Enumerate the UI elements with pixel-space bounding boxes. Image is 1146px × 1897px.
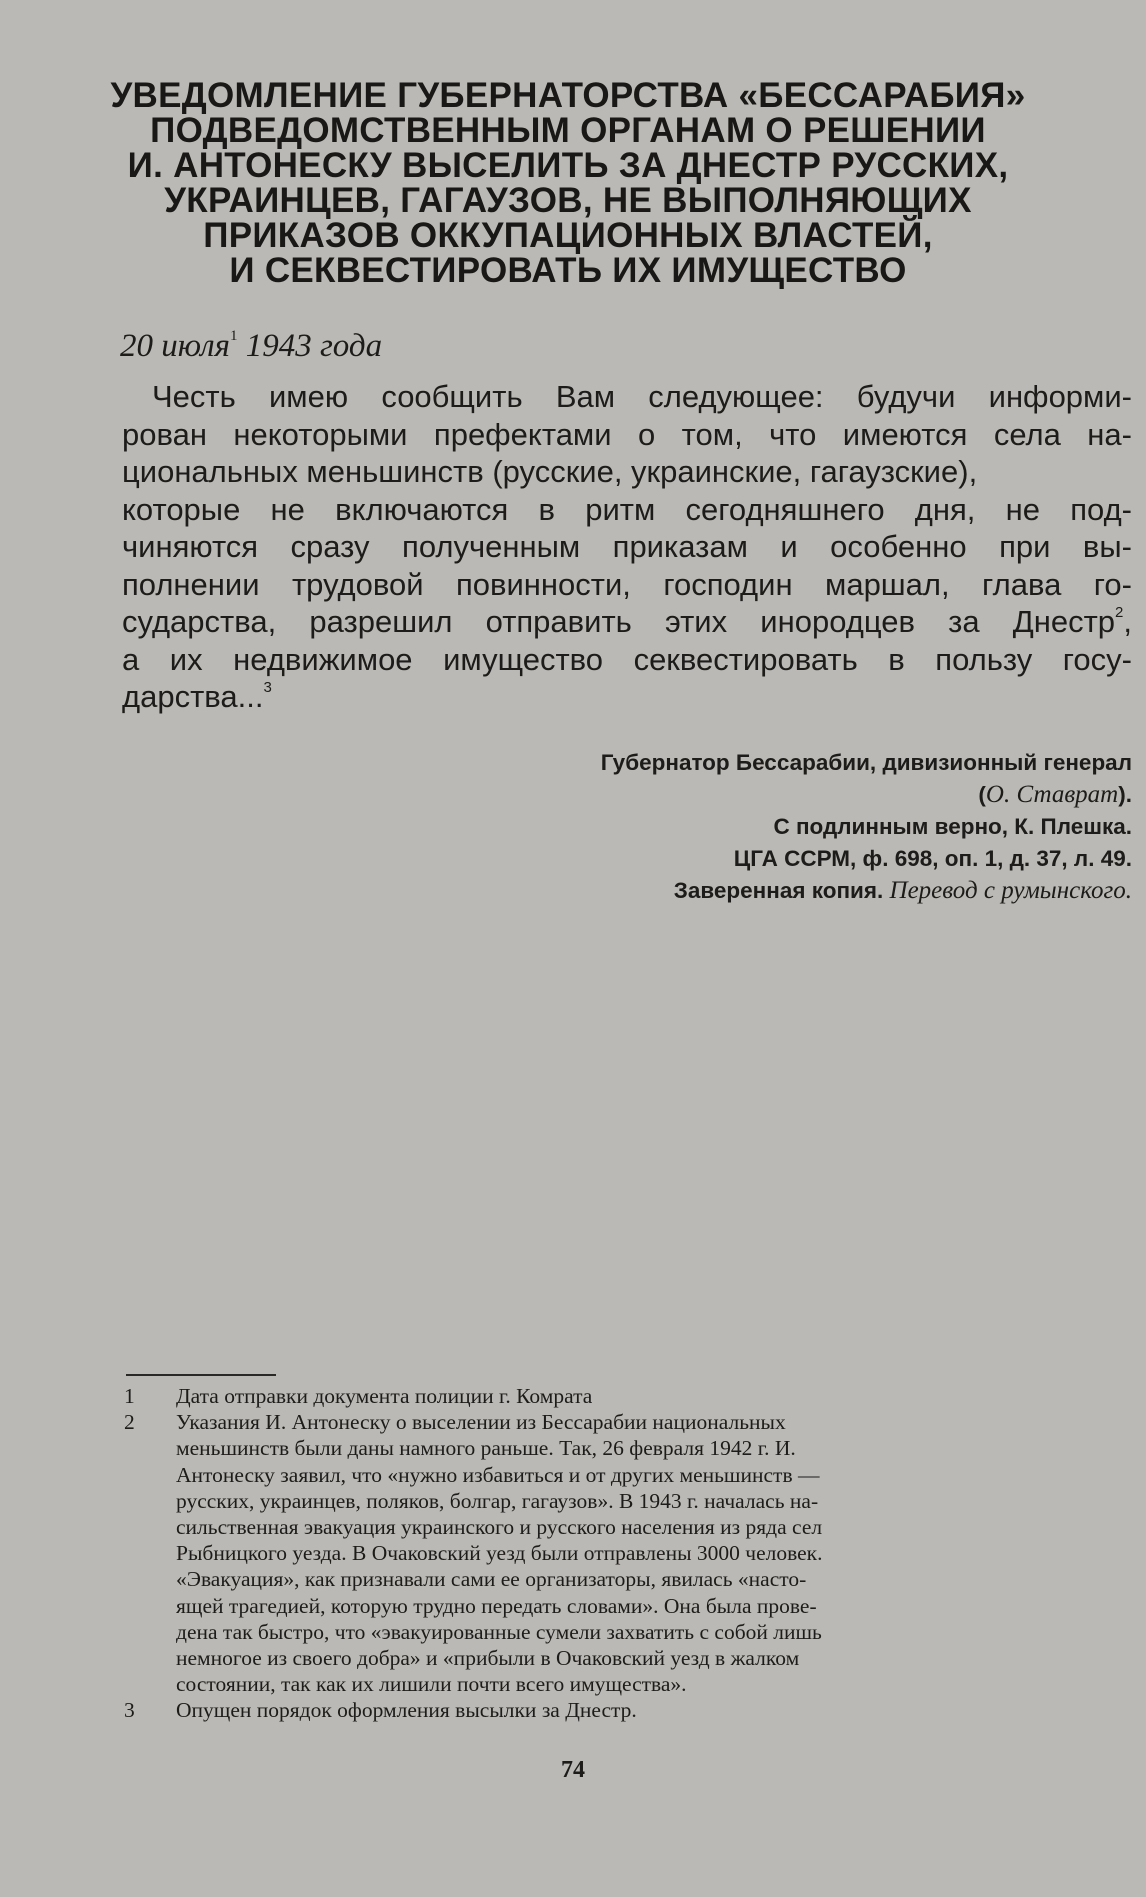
title-line: УКРАИНЦЕВ, ГАГАУЗОВ, НЕ ВЫПОЛНЯЮЩИХ <box>164 181 972 220</box>
title-line: ПРИКАЗОВ ОККУПАЦИОННЫХ ВЛАСТЕЙ, <box>203 216 933 255</box>
footnote-text <box>176 1409 1134 1697</box>
signature-paren: ). <box>1118 782 1132 807</box>
footnote-line <box>176 1697 1134 1723</box>
footnote-line-text: русских, украинцев, поляков, болгар, гагаузов». В 1943 г. началась на- <box>176 1488 819 1513</box>
footnote-item <box>124 1409 1134 1697</box>
signature-block <box>601 747 1132 907</box>
footnote-line-text: немногое из своего добра» и «прибыли в Очаковский уезд в жалком <box>176 1646 800 1671</box>
body-line-text <box>122 678 272 716</box>
footnote-item <box>124 1383 1134 1409</box>
footnote-line <box>176 1566 1134 1592</box>
body-line-text: а их недвижимое имущество секвестировать в пользу госу- <box>122 641 1132 677</box>
footnote-line <box>176 1383 1134 1409</box>
signature-paren: ( <box>978 782 986 807</box>
date-day-month: 20 июля <box>120 328 230 364</box>
footnote-divider <box>126 1374 276 1376</box>
footnote-line-text: Дата отправки документа полиции г. Комрата <box>176 1384 593 1408</box>
footnote-line-text: меньшинств были даны намного раньше. Так, 26 февраля 1942 г. И. <box>176 1436 796 1461</box>
body-line <box>122 678 1132 716</box>
footnote-ref-1: 1 <box>229 328 238 344</box>
signature-name <box>601 779 1132 811</box>
archive-reference: ЦГА ССРМ, ф. 698, оп. 1, д. 37, л. 49. <box>733 846 1132 871</box>
footnote-line-text: Опущен порядок оформления высылки за Днестр. <box>176 1698 637 1723</box>
footnote-line <box>176 1435 1134 1461</box>
certification-line: С подлинным верно, К. Плешка. <box>773 814 1132 839</box>
body-line <box>122 491 1132 529</box>
body-line-text-part: дарства... <box>122 679 264 714</box>
footnote-line <box>176 1619 1134 1645</box>
document-title <box>110 78 1026 288</box>
title-line: УВЕДОМЛЕНИЕ ГУБЕРНАТОРСТВА «БЕССАРАБИЯ» <box>110 76 1026 115</box>
footnote-line-text: дена так быстро, что «эвакуированные сумели захватить с собой лишь <box>176 1619 822 1644</box>
document-body <box>122 378 1132 716</box>
footnote-ref-3: 3 <box>263 679 272 696</box>
footnote-text <box>176 1383 1134 1409</box>
body-line <box>122 416 1132 454</box>
body-line <box>122 528 1132 566</box>
body-line-text <box>122 603 1132 641</box>
footnote-line-text: Указания И. Антонеску о выселении из Бессарабии национальных <box>176 1410 786 1435</box>
footnote-line <box>176 1462 1134 1488</box>
title-line: ПОДВЕДОМСТВЕННЫМ ОРГАНАМ О РЕШЕНИИ <box>150 111 986 150</box>
body-line <box>122 603 1132 641</box>
body-line-text: чиняются сразу полученным приказам и особенно при вы- <box>122 529 1132 564</box>
signature-position: Губернатор Бессарабии, дивизионный генерал <box>600 750 1132 775</box>
signature-name-text: О. Ставрат <box>985 781 1119 808</box>
footnote-line-text: ящей трагедией, которую трудно передать словами». Она была прове- <box>176 1593 817 1618</box>
body-line <box>122 378 1132 416</box>
body-punctuation: , <box>1123 604 1132 639</box>
footnote-line <box>176 1593 1134 1619</box>
body-line-text: Честь имею сообщить Вам следующее: будучи информи- <box>152 379 1132 414</box>
page-number: 74 <box>561 1757 585 1783</box>
body-line-text-part: сударства, разрешил отправить этих инородцев за Днестр <box>122 604 1116 639</box>
translation-note: Перевод с румынского. <box>889 877 1132 904</box>
document-date <box>120 326 382 366</box>
footnote-line-text: Антонеску заявил, что «нужно избавиться и от других меньшинств — <box>176 1462 820 1487</box>
copy-note-text: Заверенная копия. <box>673 878 884 903</box>
footnote-line <box>176 1645 1134 1671</box>
footnote-text <box>176 1697 1134 1723</box>
footnote-line <box>176 1540 1134 1566</box>
body-line <box>122 566 1132 604</box>
footnote-line <box>176 1409 1134 1435</box>
body-line <box>122 641 1132 679</box>
footnotes <box>124 1383 1134 1724</box>
footnote-line <box>176 1488 1134 1514</box>
footnote-line-text: Рыбницкого уезда. В Очаковский уезд были отправлены 3000 человек. <box>176 1541 823 1566</box>
footnote-item <box>124 1697 1134 1723</box>
footnote-line-text: «Эвакуация», как признавали сами ее организаторы, явилась «насто- <box>176 1567 807 1592</box>
footnote-number: 2 <box>124 1410 135 1435</box>
title-line: И. АНТОНЕСКУ ВЫСЕЛИТЬ ЗА ДНЕСТР РУССКИХ, <box>127 146 1009 185</box>
footnote-number: 1 <box>124 1384 135 1408</box>
body-line-text: циональных меньшинств (русские, украинские, гагаузские), <box>122 454 978 489</box>
body-line-text: рован некоторыми префектами о том, что имеются села на- <box>122 416 1132 452</box>
title-line: И СЕКВЕСТИРОВАТЬ ИХ ИМУЩЕСТВО <box>229 251 907 290</box>
footnote-ref-2: 2 <box>1115 604 1124 621</box>
footnote-number: 3 <box>124 1698 135 1723</box>
body-line-text: полнении трудовой повинности, господин маршал, глава го- <box>122 566 1132 602</box>
date-year: 1943 года <box>245 328 383 364</box>
footnote-line-text: состоянии, так как их лишили почти всего имущества». <box>176 1672 687 1697</box>
footnote-line-text: сильственная эвакуация украинского и русского населения из ряда сел <box>176 1515 823 1540</box>
copy-note <box>601 875 1132 907</box>
body-line-text: которые не включаются в ритм сегодняшнего дня, не под- <box>122 491 1132 527</box>
footnote-line <box>176 1514 1134 1540</box>
body-line <box>122 453 1132 491</box>
footnote-line <box>176 1671 1134 1697</box>
